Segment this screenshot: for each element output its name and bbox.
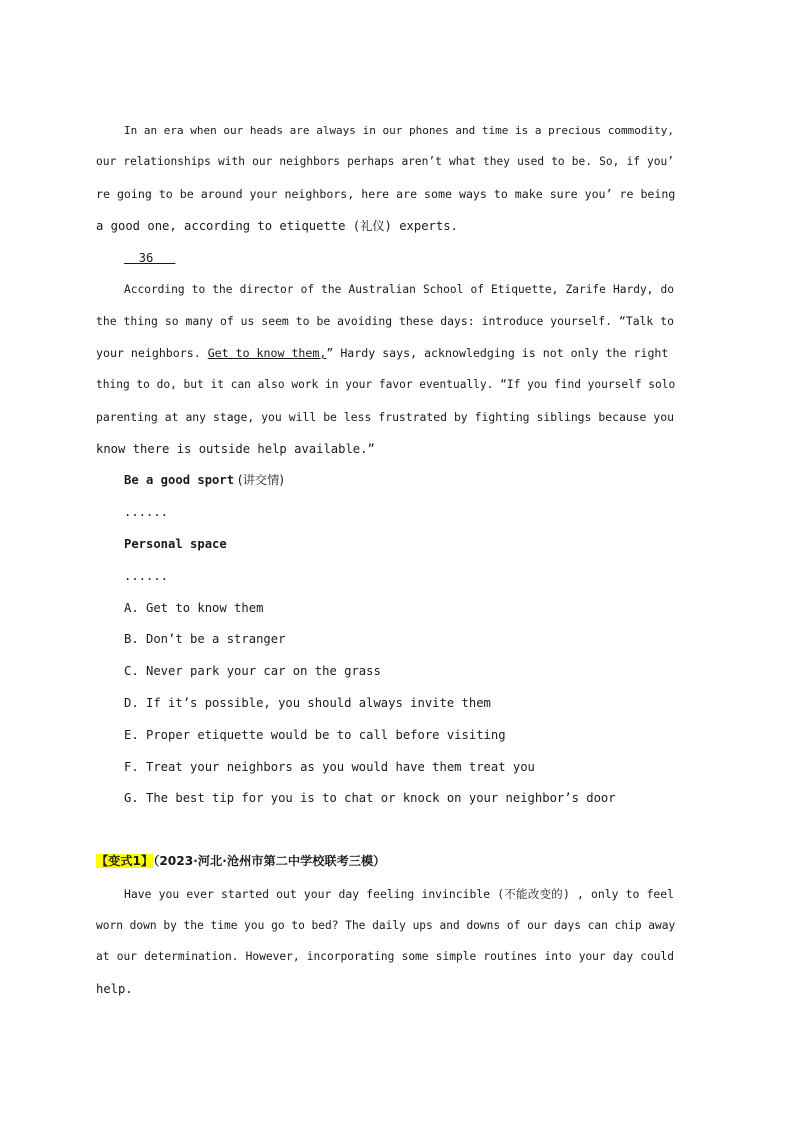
blank-line <box>124 250 674 266</box>
option-e: E. Proper etiquette would be to call before visiting <box>124 728 506 742</box>
paragraph-1-line-3: re going to be around your neighbors, here are some ways to make sure you’ re being <box>96 187 676 201</box>
heading-personal-space: Personal space <box>124 537 227 551</box>
paragraph-2-line-6: know there is outside help available.” <box>96 442 375 456</box>
variant-line-4: help. <box>96 982 133 996</box>
option-g: G. The best tip for you is to chat or knock on your neighbor’s door <box>124 791 616 805</box>
underlined-phrase: Get to know them, <box>207 346 327 360</box>
option-a: A. Get to know them <box>124 601 264 615</box>
paragraph-2-line-3 <box>96 345 674 361</box>
paragraph-1-line-2: our relationships with our neighbors perhaps aren’t what they used to be. So, if you’ <box>96 155 674 168</box>
variant-line-1: Have you ever started out your day feeling invincible (不能改变的) , only to feel <box>124 887 674 901</box>
option-d: D. If it’s possible, you should always invite them <box>124 696 491 710</box>
paragraph-2-line-2: the thing so many of us seem to be avoiding these days: introduce yourself. “Talk to <box>96 314 674 328</box>
variant-line-3: at our determination. However, incorporating some simple routines into your day could <box>96 950 674 963</box>
heading-1-note: (讲交情) <box>234 473 285 487</box>
paragraph-1-line-1: In an era when our heads are always in our phones and time is a precious commodity, <box>124 124 674 137</box>
blank-36: 36 <box>124 251 176 265</box>
paragraph-2-line-4: thing to do, but it can also work in your favor eventually. “If you find yourself solo <box>96 378 676 391</box>
heading-be-a-good-sport <box>124 472 674 488</box>
option-f: F. Treat your neighbors as you would have them treat you <box>124 760 535 774</box>
ellipsis-1: ...... <box>124 505 169 519</box>
variant-header <box>96 853 674 869</box>
variant-tag: 【变式1】 <box>96 854 154 868</box>
paragraph-1-line-4: a good one, according to etiquette (礼仪) experts. <box>96 219 458 233</box>
variant-line-2: worn down by the time you go to bed? The daily ups and downs of our days can chip away <box>96 919 676 932</box>
paragraph-2-line-5: parenting at any stage, you will be less frustrated by fighting siblings because you <box>96 410 674 424</box>
paragraph-2-line-3-pre: your neighbors. <box>96 346 208 360</box>
paragraph-2-line-3-post: ” Hardy says, acknowledging is not only the right <box>326 346 669 360</box>
variant-source: （2023·河北·沧州市第二中学校联考三模） <box>153 854 386 868</box>
heading-1-text: Be a good sport <box>124 473 235 487</box>
ellipsis-2: ...... <box>124 569 169 583</box>
option-c: C. Never park your car on the grass <box>124 664 381 678</box>
option-b: B. Don’t be a stranger <box>124 632 286 646</box>
paragraph-2-line-1: According to the director of the Australian School of Etiquette, Zarife Hardy, do <box>124 283 674 296</box>
